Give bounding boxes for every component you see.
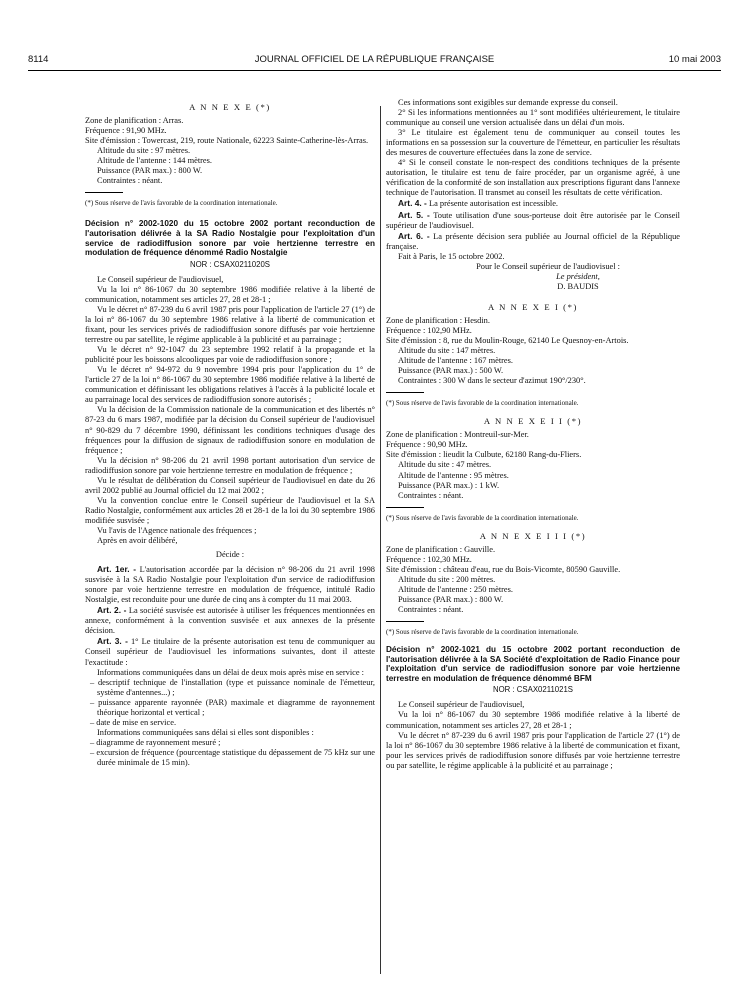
column-divider bbox=[380, 106, 381, 974]
annexe-line: Altitude de l'antenne : 167 mètres. bbox=[398, 356, 514, 366]
annexe-line: Puissance (PAR max.) : 800 W. bbox=[97, 166, 203, 176]
info-intro: Informations communiquées dans un délai de deux mois après mise en service : bbox=[97, 667, 364, 677]
right-column bbox=[386, 98, 680, 771]
paragraph: Vu la loi n° 86-1067 du 30 septembre 1986 modifiée relative à la liberté de communication, notamment ses articles 27, 28 et 28-1 ; bbox=[85, 284, 375, 304]
article-3 bbox=[85, 636, 375, 667]
paragraph: 3° Le titulaire est également tenu de communiquer au conseil toutes les informations en sa possession sur la couverture de l'émetteur, en particulier les résultats des mesures de couverture effectuées dans la zone de service. bbox=[386, 128, 680, 158]
paragraph: Vu le décret n° 87-239 du 6 avril 1987 pris pour l'application de l'article 27 (1°) de la loi n° 86-1067 du 30 septembre 1986 relative à la liberté de communication et fixant, pour les services privés de radiodiffusion sonore diffusés par voie hertzienne terrestre ou par satellite, le régime applicable à la publicité et au parrainage ; bbox=[85, 304, 375, 345]
annexe-line: Altitude de l'antenne : 250 mètres. bbox=[398, 584, 514, 594]
article-text: La présente autorisation est incessible. bbox=[428, 199, 559, 209]
paragraph: Vu le décret n° 94-972 du 9 novembre 1994 pris pour l'application du 1° de l'article 27 de la loi n° 86-1067 du 30 septembre 1986 modifiée relative à la liberté de communication et définissant les obligations relatives à l'accès à la publicité locale et au parrainage local des services de radiodiffusion sonore autorisés ; bbox=[85, 365, 375, 405]
issue-date: 10 mai 2003 bbox=[668, 54, 721, 65]
annexe-note: (*) Sous réserve de l'avis favorable de la coordination internationale. bbox=[386, 513, 579, 522]
signature-line: Pour le Conseil supérieur de l'audiovisuel : bbox=[476, 261, 620, 271]
nor-reference: NOR : CSAX0211021S bbox=[492, 685, 574, 695]
annexe-line: Puissance (PAR max.) : 800 W. bbox=[398, 594, 504, 604]
annexe-line: Contraintes : néant. bbox=[398, 604, 464, 614]
annexe-line: Fréquence : 90,90 MHz. bbox=[386, 440, 468, 450]
annexe-line: Zone de planification : Gauville. bbox=[386, 544, 496, 554]
info-item: – excursion de fréquence (pourcentage statistique du dépassement de 75 kHz sur une durée minimale de 15 min). bbox=[90, 747, 375, 767]
annexe-line: Site d'émission : Towercast, 219, route Nationale, 62223 Sainte-Catherine-lès-Arras. bbox=[85, 136, 369, 146]
annexe-1-title: A N N E X E I (*) bbox=[488, 301, 578, 312]
article-text: Toute utilisation d'une sous-porteuse doit être autorisée par le Conseil supérieur de l'audiovisuel. bbox=[386, 210, 680, 230]
decide-heading: Décide : bbox=[215, 550, 245, 560]
paragraph: Vu l'avis de l'Agence nationale des fréquences ; bbox=[97, 525, 257, 535]
decision-title: Décision n° 2002-1020 du 15 octobre 2002 portant reconduction de l'autorisation délivrée à la SA Radio Nostalgie pour l'exploitation d'un service de radiodiffusion sonore par voie hertzienne terrestre en modulation de fréquence dénommé Radio Nostalgie bbox=[85, 219, 375, 258]
annexe-3-title: A N N E X E I I I (*) bbox=[479, 530, 587, 541]
page-number: 8114 bbox=[28, 54, 49, 65]
article-label: Art. 3. - bbox=[97, 636, 128, 647]
signature-title: Le président, bbox=[556, 271, 600, 281]
header-rule bbox=[28, 70, 721, 71]
info-intro: Informations communiquées sans délai si elles sont disponibles : bbox=[97, 727, 314, 737]
article-text: 1° Le titulaire de la présente autorisation est tenu de communiquer au Conseil supérieur de l'audiovisuel les informations suivantes, dont il atteste l'exactitude : bbox=[85, 637, 375, 667]
article-label: Art. 1er. - bbox=[97, 564, 137, 575]
paragraph: Après en avoir délibéré, bbox=[97, 536, 178, 546]
annexe-line: Altitude du site : 147 mètres. bbox=[398, 346, 496, 356]
paragraph: Vu la convention conclue entre le Conseil supérieur de l'audiovisuel et la SA Radio Nostalgie, conformément aux articles 28 et 28-1 de la loi du 30 septembre 1986 modifiée susvisée ; bbox=[85, 495, 375, 525]
annexe-line: Altitude du site : 47 mètres. bbox=[398, 460, 492, 470]
note-rule bbox=[386, 621, 424, 622]
article-text: La société susvisée est autorisée à utiliser les fréquences mentionnées en annexe, conformément à la convention susvisée et aux annexes de la présente décision. bbox=[85, 606, 375, 636]
done-at: Fait à Paris, le 15 octobre 2002. bbox=[398, 251, 505, 261]
left-column bbox=[85, 98, 375, 768]
article-6 bbox=[386, 231, 680, 252]
paragraph: 4° Si le conseil constate le non-respect des conditions techniques de la présente autorisation, le titulaire est tenu de faire procéder, par un organisme agréé, à une vérification de la conformité de son installation aux prescriptions figurant dans l'annexe technique de l'autorisation. Il transmet au conseil les résultats de cette vérification. bbox=[386, 158, 680, 198]
annexe-2-title: A N N E X E I I (*) bbox=[483, 416, 583, 427]
annexe-line: Puissance (PAR max.) : 1 kW. bbox=[398, 480, 500, 490]
annexe-title: A N N E X E (*) bbox=[189, 102, 271, 112]
paragraph: 2° Si les informations mentionnées au 1° sont modifiées ultérieurement, le titulaire communique au conseil une version actualisée dans un délai d'un mois. bbox=[386, 108, 680, 128]
note-rule bbox=[386, 507, 424, 508]
article-2 bbox=[85, 605, 375, 636]
article-label: Art. 5. - bbox=[398, 209, 430, 220]
info-item: – diagramme de rayonnement mesuré ; bbox=[90, 737, 221, 747]
annexe-line: Altitude de l'antenne : 144 mètres. bbox=[97, 156, 213, 166]
annexe-line: Altitude du site : 200 mètres. bbox=[398, 574, 496, 584]
article-text: La présente décision sera publiée au Journal officiel de la République française. bbox=[386, 231, 680, 251]
annexe-line: Altitude de l'antenne : 95 mètres. bbox=[398, 470, 509, 480]
annexe-line: Contraintes : néant. bbox=[398, 490, 464, 500]
annexe-line: Zone de planification : Montreuil-sur-Mer. bbox=[386, 430, 529, 440]
paragraph: Vu la décision n° 98-206 du 21 avril 1998 portant autorisation d'un service de radiodiffusion sonore par voie hertzienne terrestre en modulation de fréquence ; bbox=[85, 455, 375, 475]
paragraph: Ces informations sont exigibles sur demande expresse du conseil. bbox=[398, 98, 618, 107]
annexe-line: Zone de planification : Hesdin. bbox=[386, 315, 490, 325]
article-label: Art. 2. - bbox=[97, 605, 127, 616]
annexe-line: Zone de planification : Arras. bbox=[85, 116, 184, 126]
annexe-line: Fréquence : 91,90 MHz. bbox=[85, 126, 167, 136]
annexe-note: (*) Sous réserve de l'avis favorable de la coordination internationale. bbox=[386, 399, 579, 408]
info-item: – descriptif technique de l'installation (type et puissance nominale de l'émetteur, système d'antennes...) ; bbox=[90, 677, 375, 697]
paragraph: Vu le décret n° 87-239 du 6 avril 1987 pris pour l'application de l'article 27 (1°) de la loi n° 86-1067 du 30 septembre 1986 relative à la liberté de communication et fixant, pour les services privés de radiodiffusion sonore diffusés par voie hertzienne terrestre ou par satellite, le régime applicable à la publicité et au parrainage ; bbox=[386, 730, 680, 770]
article-4 bbox=[386, 198, 680, 209]
paragraph: Le Conseil supérieur de l'audiovisuel, bbox=[398, 700, 525, 710]
article-5 bbox=[386, 210, 680, 231]
signature-name: D. BAUDIS bbox=[557, 281, 599, 291]
article-label: Art. 4. - bbox=[398, 198, 427, 209]
paragraph: Vu la loi n° 86-1067 du 30 septembre 1986 modifiée relative à la liberté de communication, notamment ses articles 27, 28 et 28-1 ; bbox=[386, 710, 680, 730]
paragraph: Vu la décision de la Commission nationale de la communication et des libertés n° 87-23 du 6 mars 1987, modifiée par la décision du Conseil supérieur de l'audiovisuel n° 90-829 du 7 décembre 1990, définissant les conditions techniques d'usage des fréquences pour la diffusion de signaux de radiodiffusion sonore en modulation de fréquence ; bbox=[85, 405, 375, 455]
annexe-note: (*) Sous réserve de l'avis favorable de la coordination internationale. bbox=[85, 199, 278, 208]
article-text: L'autorisation accordée par la décision n° 98-206 du 21 avril 1998 susvisée à la SA Radio Nostalgie pour l'exploitation d'un service de radiodiffusion sonore par voie hertzienne terrestre en modulation de fréquence, intitulé Radio Nostalgie, est reconduite pour une durée de cinq ans à compter du 11 mai 2003. bbox=[85, 565, 375, 605]
journal-title: JOURNAL OFFICIEL DE LA RÉPUBLIQUE FRANÇAISE bbox=[254, 54, 495, 65]
annexe-line: Fréquence : 102,30 MHz. bbox=[386, 554, 472, 564]
annexe-line: Contraintes : néant. bbox=[97, 176, 163, 186]
decision-2-title: Décision n° 2002-1021 du 15 octobre 2002 portant reconduction de l'autorisation délivrée à la SA Société d'exploitation de Radio Finance pour l'exploitation d'un service de radiodiffusion sonore par voie hertzienne terrestre en modulation de fréquence dénommé BFM bbox=[386, 645, 680, 683]
note-rule bbox=[85, 192, 123, 193]
annexe-line: Contraintes : 300 W dans le secteur d'azimut 190°/230°. bbox=[398, 376, 586, 386]
info-item: – puissance apparente rayonnée (PAR) maximale et diagramme de rayonnement théorique horizontal et vertical ; bbox=[90, 697, 375, 717]
annexe-line: Site d'émission : château d'eau, rue du Bois-Vicomte, 80590 Gauville. bbox=[386, 564, 621, 574]
nor-reference: NOR : CSAX0211020S bbox=[189, 259, 271, 269]
article-1 bbox=[85, 564, 375, 605]
info-item: – date de mise en service. bbox=[90, 717, 177, 727]
annexe-line: Fréquence : 102,90 MHz. bbox=[386, 325, 472, 335]
page-header bbox=[28, 54, 721, 68]
paragraph: Vu le résultat de délibération du Conseil supérieur de l'audiovisuel en date du 26 avril 2002 publié au Journal officiel du 12 mai 2002 ; bbox=[85, 475, 375, 495]
paragraph: Vu le décret n° 92-1047 du 23 septembre 1992 relatif à la propagande et la publicité pour les boissons alcooliques par voie de radiodiffusion sonore ; bbox=[85, 345, 375, 365]
annexe-note: (*) Sous réserve de l'avis favorable de la coordination internationale. bbox=[386, 628, 579, 637]
annexe-line: Site d'émission : lieudit la Culbute, 62180 Rang-du-Fliers. bbox=[386, 450, 582, 460]
annexe-line: Altitude du site : 97 mètres. bbox=[97, 146, 191, 156]
annexe-line: Site d'émission : 8, rue du Moulin-Rouge, 62140 Le Quesnoy-en-Artois. bbox=[386, 336, 629, 346]
annexe-line: Puissance (PAR max.) : 500 W. bbox=[398, 366, 504, 376]
note-rule bbox=[386, 392, 424, 393]
paragraph: Le Conseil supérieur de l'audiovisuel, bbox=[97, 274, 224, 284]
article-label: Art. 6. - bbox=[398, 230, 430, 241]
